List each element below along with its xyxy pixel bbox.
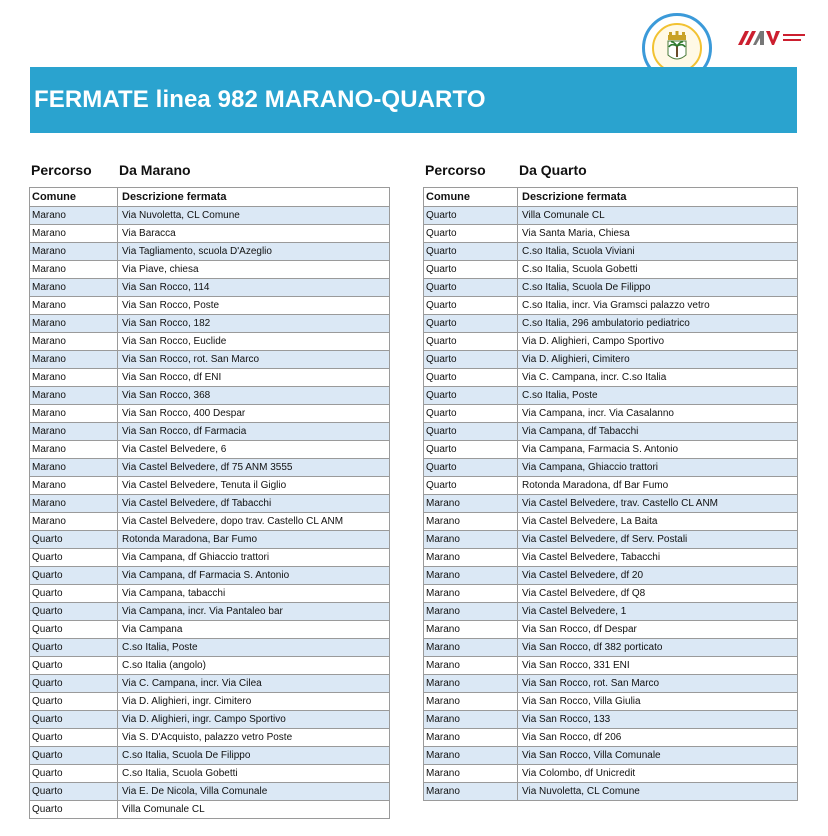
stop-description-cell: Via Piave, chiesa [118,261,390,279]
stop-description-cell: Via San Rocco, df ENI [118,369,390,387]
comune-cell: Quarto [30,693,118,711]
table-row [30,693,390,711]
stop-description-cell: Via San Rocco, 133 [518,711,798,729]
percorso-label: Percorso [425,162,486,178]
stop-description-cell: C.so Italia, Scuola De Filippo [118,747,390,765]
comune-cell: Quarto [30,783,118,801]
stop-description-cell: Via Castel Belvedere, La Baita [518,513,798,531]
comune-cell: Marano [424,657,518,675]
table-row [30,513,390,531]
comune-cell: Quarto [30,801,118,819]
table-row [424,729,798,747]
table-row [424,207,798,225]
stop-description-cell: Via D. Alighieri, ingr. Cimitero [118,693,390,711]
stop-description-cell: Via Castel Belvedere, df Q8 [518,585,798,603]
comune-cell: Quarto [424,459,518,477]
route-from-marano [29,162,390,815]
table-row [30,549,390,567]
comune-cell: Quarto [424,297,518,315]
comune-cell: Marano [30,297,118,315]
stop-description-cell: Via Castel Belvedere, Tenuta il Giglio [118,477,390,495]
percorso-value: Da Marano [119,162,191,178]
stop-description-cell: Via D. Alighieri, ingr. Campo Sportivo [118,711,390,729]
table-row [424,441,798,459]
comune-cell: Marano [30,225,118,243]
table-row [424,387,798,405]
table-row [424,585,798,603]
column-header-descrizione: Descrizione fermata [518,188,798,207]
comune-cell: Marano [30,405,118,423]
comune-cell: Marano [30,477,118,495]
table-row [30,495,390,513]
stop-description-cell: C.so Italia, incr. Via Gramsci palazzo vetro [518,297,798,315]
table-row [30,477,390,495]
table-row [30,657,390,675]
table-row [30,279,390,297]
table-row [30,441,390,459]
stop-description-cell: Via San Rocco, Euclide [118,333,390,351]
stop-description-cell: C.so Italia, Poste [518,387,798,405]
stop-description-cell: Via Castel Belvedere, 1 [518,603,798,621]
route-from-quarto [423,162,798,797]
comune-cell: Marano [30,333,118,351]
comune-cell: Quarto [424,405,518,423]
stop-description-cell: Via San Rocco, 331 ENI [518,657,798,675]
stop-description-cell: C.so Italia, 296 ambulatorio pediatrico [518,315,798,333]
comune-cell: Marano [424,765,518,783]
stop-description-cell: Via Castel Belvedere, df Tabacchi [118,495,390,513]
comune-cell: Marano [424,747,518,765]
table-row [30,765,390,783]
stop-description-cell: C.so Italia, Scuola Gobetti [518,261,798,279]
table-row [424,567,798,585]
table-row [30,585,390,603]
table-row [30,675,390,693]
stop-description-cell: Via Campana, Ghiaccio trattori [518,459,798,477]
stop-description-cell: Via Castel Belvedere, 6 [118,441,390,459]
comune-cell: Marano [30,459,118,477]
stop-description-cell: Via Castel Belvedere, df 20 [518,567,798,585]
comune-cell: Marano [424,585,518,603]
stop-description-cell: Via San Rocco, Poste [118,297,390,315]
table-row [424,477,798,495]
comune-cell: Quarto [30,639,118,657]
stop-description-cell: Via Campana, df Tabacchi [518,423,798,441]
table-row [424,315,798,333]
table-row [424,297,798,315]
comune-cell: Marano [424,729,518,747]
column-header-comune: Comune [424,188,518,207]
stop-description-cell: Via Tagliamento, scuola D'Azeglio [118,243,390,261]
title-banner [30,67,797,133]
table-row [30,531,390,549]
table-row [30,243,390,261]
percorso-value: Da Quarto [519,162,587,178]
stop-description-cell: Via E. De Nicola, Villa Comunale [118,783,390,801]
comune-cell: Quarto [424,369,518,387]
stop-description-cell: Via San Rocco, df Despar [518,621,798,639]
stop-description-cell: Via San Rocco, 368 [118,387,390,405]
table-row [30,639,390,657]
table-row [30,801,390,819]
percorso-header [423,162,798,180]
stop-description-cell: Via S. D'Acquisto, palazzo vetro Poste [118,729,390,747]
comune-cell: Quarto [30,657,118,675]
stop-description-cell: Via San Rocco, 182 [118,315,390,333]
stop-description-cell: Via Campana, df Ghiaccio trattori [118,549,390,567]
comune-cell: Marano [30,351,118,369]
stop-description-cell: C.so Italia, Poste [118,639,390,657]
comune-cell: Quarto [424,351,518,369]
comune-cell: Quarto [30,549,118,567]
table-row [30,351,390,369]
table-row [424,783,798,801]
comune-cell: Marano [30,369,118,387]
table-row [424,549,798,567]
comune-cell: Quarto [424,261,518,279]
table-row [424,495,798,513]
stop-description-cell: Via C. Campana, incr. Via Cilea [118,675,390,693]
stop-description-cell: Via San Rocco, rot. San Marco [518,675,798,693]
stops-table-body [30,207,390,819]
stop-description-cell: Via Nuvoletta, CL Comune [118,207,390,225]
table-row [424,765,798,783]
comune-cell: Marano [424,567,518,585]
table-row [424,639,798,657]
stop-description-cell: Rotonda Maradona, df Bar Fumo [518,477,798,495]
comune-cell: Marano [30,423,118,441]
table-row [30,459,390,477]
stop-description-cell: Via Baracca [118,225,390,243]
table-row [424,711,798,729]
comune-cell: Marano [424,675,518,693]
comune-cell: Quarto [424,225,518,243]
table-row [30,315,390,333]
stop-description-cell: Villa Comunale CL [118,801,390,819]
comune-cell: Quarto [424,207,518,225]
stop-description-cell: Via Campana, incr. Via Casalanno [518,405,798,423]
percorso-header [29,162,390,180]
stop-description-cell: Via Campana [118,621,390,639]
table-row [30,729,390,747]
stop-description-cell: C.so Italia, Scuola Gobetti [118,765,390,783]
table-row [424,657,798,675]
comune-cell: Quarto [30,711,118,729]
comune-cell: Marano [424,711,518,729]
comune-cell: Marano [30,387,118,405]
comune-cell: Marano [30,207,118,225]
comune-cell: Marano [424,693,518,711]
stops-table-from-quarto [423,187,798,801]
comune-cell: Quarto [30,531,118,549]
stop-description-cell: Via D. Alighieri, Campo Sportivo [518,333,798,351]
table-row [424,603,798,621]
comune-cell: Quarto [30,765,118,783]
stop-description-cell: Via Campana, Farmacia S. Antonio [518,441,798,459]
table-row [30,405,390,423]
comune-cell: Marano [424,621,518,639]
stop-description-cell: Via D. Alighieri, Cimitero [518,351,798,369]
stop-description-cell: Via San Rocco, Villa Giulia [518,693,798,711]
column-header-descrizione: Descrizione fermata [118,188,390,207]
stop-description-cell: Via San Rocco, 400 Despar [118,405,390,423]
comune-cell: Quarto [30,567,118,585]
palm-tree-crest-icon [654,25,700,71]
table-row [30,603,390,621]
table-row [30,369,390,387]
table-row [424,513,798,531]
stop-description-cell: Via Campana, tabacchi [118,585,390,603]
table-row [424,243,798,261]
table-row [424,621,798,639]
table-row [30,261,390,279]
table-row [30,333,390,351]
stop-description-cell: Via San Rocco, df Farmacia [118,423,390,441]
comune-cell: Marano [30,315,118,333]
table-row [424,333,798,351]
page-title: FERMATE linea 982 MARANO-QUARTO [34,86,486,113]
table-row [30,207,390,225]
comune-cell: Marano [424,603,518,621]
column-header-comune: Comune [30,188,118,207]
comune-cell: Quarto [30,603,118,621]
table-row [30,297,390,315]
table-row [30,387,390,405]
table-row [424,747,798,765]
comune-cell: Marano [30,261,118,279]
table-row [424,693,798,711]
comune-cell: Quarto [424,387,518,405]
comune-cell: Marano [30,513,118,531]
comune-cell: Marano [424,495,518,513]
comune-cell: Quarto [30,585,118,603]
stop-description-cell: Via San Rocco, 114 [118,279,390,297]
table-row [424,423,798,441]
stop-description-cell: Via Castel Belvedere, df 75 ANM 3555 [118,459,390,477]
table-row [424,225,798,243]
table-row [424,531,798,549]
comune-cell: Marano [30,441,118,459]
stop-description-cell: Via San Rocco, df 206 [518,729,798,747]
comune-cell: Quarto [424,333,518,351]
comune-cell: Quarto [424,441,518,459]
table-row [424,351,798,369]
stops-table-body [424,207,798,801]
stop-description-cell: Villa Comunale CL [518,207,798,225]
table-header-row [30,188,390,207]
comune-cell: Marano [424,513,518,531]
table-row [30,711,390,729]
percorso-label: Percorso [31,162,92,178]
table-row [424,279,798,297]
stop-description-cell: Via Castel Belvedere, dopo trav. Castello CL ANM [118,513,390,531]
stop-description-cell: Rotonda Maradona, Bar Fumo [118,531,390,549]
stops-table-from-marano [29,187,390,819]
table-header-row [424,188,798,207]
comune-cell: Quarto [424,315,518,333]
table-row [424,369,798,387]
seal-inner-ring [652,23,702,73]
comune-cell: Quarto [424,279,518,297]
table-row [30,621,390,639]
comune-cell: Quarto [424,243,518,261]
table-row [30,225,390,243]
comune-cell: Quarto [30,729,118,747]
table-row [30,783,390,801]
table-row [30,567,390,585]
stop-description-cell: Via San Rocco, Villa Comunale [518,747,798,765]
comune-cell: Quarto [30,675,118,693]
stop-description-cell: Via Campana, df Farmacia S. Antonio [118,567,390,585]
table-row [424,261,798,279]
comune-cell: Marano [424,549,518,567]
stop-description-cell: Via San Rocco, df 382 porticato [518,639,798,657]
comune-cell: Marano [30,243,118,261]
stop-description-cell: Via Castel Belvedere, trav. Castello CL ANM [518,495,798,513]
stop-description-cell: Via Santa Maria, Chiesa [518,225,798,243]
stop-description-cell: Via Campana, incr. Via Pantaleo bar [118,603,390,621]
table-row [424,459,798,477]
table-row [30,423,390,441]
stop-description-cell: C.so Italia, Scuola Viviani [518,243,798,261]
table-row [30,747,390,765]
stop-description-cell: Via C. Campana, incr. C.so Italia [518,369,798,387]
table-row [424,675,798,693]
comune-cell: Marano [30,495,118,513]
comune-cell: Marano [424,639,518,657]
stop-description-cell: Via Colombo, df Unicredit [518,765,798,783]
comune-cell: Quarto [424,477,518,495]
comune-cell: Marano [424,783,518,801]
stop-description-cell: C.so Italia (angolo) [118,657,390,675]
comune-cell: Quarto [424,423,518,441]
stop-description-cell: Via Castel Belvedere, df Serv. Postali [518,531,798,549]
comune-cell: Quarto [30,747,118,765]
stop-description-cell: Via Castel Belvedere, Tabacchi [518,549,798,567]
operator-logo-icon [736,28,808,48]
stop-description-cell: Via Nuvoletta, CL Comune [518,783,798,801]
comune-cell: Quarto [30,621,118,639]
table-row [424,405,798,423]
comune-cell: Marano [30,279,118,297]
stop-description-cell: C.so Italia, Scuola De Filippo [518,279,798,297]
comune-cell: Marano [424,531,518,549]
stop-description-cell: Via San Rocco, rot. San Marco [118,351,390,369]
